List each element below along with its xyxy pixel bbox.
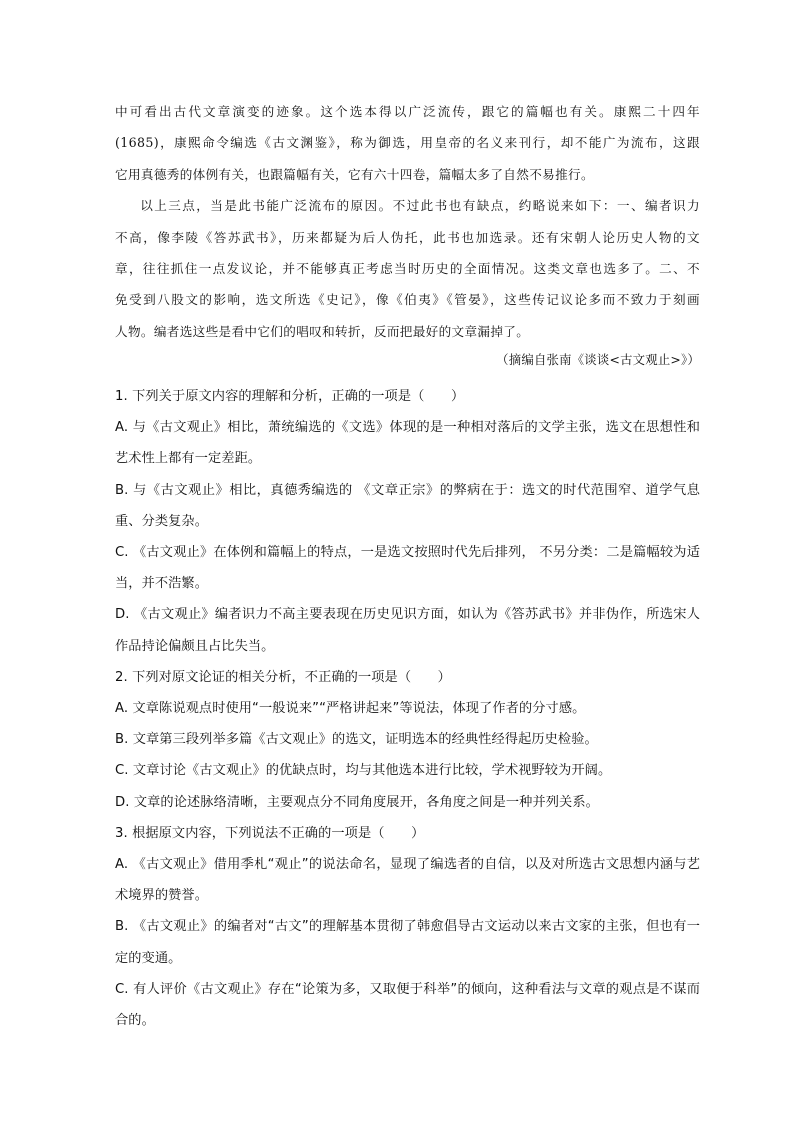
question-option: A. 文章陈说观点时使用“一般说来”“严格讲起来”等说法，体现了作者的分寸感。 bbox=[115, 701, 586, 717]
question-stem: 1. 下列关于原文内容的理解和分析，正确的一项是（ ） bbox=[115, 389, 465, 404]
passage-line: 免受到八股文的影响，选文所选《史记》，像《伯夷》《管晏》，这些传记议论多而不致力于刻画 bbox=[115, 292, 700, 308]
question-3 bbox=[115, 818, 700, 1036]
passage-line: 人物。编者选这些是看中它们的唱叹和转折，反而把最好的文章漏掉了。 bbox=[115, 323, 530, 339]
passage-line: 不高，像李陵《答苏武书》，历来都疑为后人伪托，此书也加选录。还有宋朝人论历史人物的文 bbox=[115, 229, 700, 245]
passage-source: （摘编自张南《谈谈<古文观止>》） bbox=[496, 352, 700, 367]
question-option: C. 有人评价《古文观止》存在“论策为多，又取便于科举”的倾向，这种看法与文章的观点是不谋而合的。 bbox=[115, 981, 700, 1029]
question-option: B. 《古文观止》的编者对“古文”的理解基本贯彻了韩愈倡导古文运动以来古文家的主张，但也有一定的变通。 bbox=[115, 919, 700, 966]
passage-line: 它用真德秀的体例有关，也跟篇幅有关，它有六十四卷，篇幅太多了自然不易推行。 bbox=[115, 166, 594, 182]
passage-line: 章，往往抓住一点发议论，并不能够真正考虑当时历史的全面情况。这类文章也选多了。二、不 bbox=[115, 261, 700, 277]
question-2 bbox=[115, 662, 700, 818]
question-list bbox=[115, 381, 700, 1036]
passage-line: 中可看出古代文章演变的迹象。这个选本得以广泛流传，跟它的篇幅也有关。康熙二十四年 bbox=[115, 104, 700, 119]
reading-passage bbox=[115, 96, 700, 347]
question-option: D. 《古文观止》编者识力不高主要表现在历史见识方面，如认为《答苏武书》并非伪作，所选宋人作品持论偏颇且占比失当。 bbox=[115, 607, 700, 654]
passage-line: 以上三点，当是此书能广泛流布的原因。不过此书也有缺点，约略说来如下：一、编者识力 bbox=[140, 198, 700, 214]
question-option: B. 与《古文观止》相比，真德秀编选的 《文章正宗》的弊病在于：选文的时代范围窄、道学气息重、分类复杂。 bbox=[115, 482, 700, 529]
question-1 bbox=[115, 381, 700, 662]
question-option: D. 文章的论述脉络清晰，主要观点分不同角度展开，各角度之间是一种并列关系。 bbox=[115, 794, 599, 810]
question-option: B. 文章第三段列举多篇《古文观止》的选文，证明选本的经典性经得起历史检验。 bbox=[115, 732, 598, 748]
question-stem: 2. 下列对原文论证的相关分析，不正确的一项是（ ） bbox=[115, 669, 451, 685]
question-option: A. 《古文观止》借用季札“观止”的说法命名，显现了编选者的自信，以及对所选古文思想内涵与艺术境界的赞誉。 bbox=[115, 857, 700, 904]
passage-line: (1685)，康熙命令编选《古文渊鉴》，称为御选，用皇帝的名义来刊行，却不能广为流布，这跟 bbox=[115, 135, 700, 151]
question-option: C. 《古文观止》在体例和篇幅上的特点，一是选文按照时代先后排列， 不另分类：二是篇幅较为适当，并不浩繁。 bbox=[115, 545, 700, 592]
question-option: C. 文章讨论《古文观止》的优缺点时，均与其他选本进行比较，学术视野较为开阔。 bbox=[115, 763, 612, 779]
question-stem: 3. 根据原文内容，下列说法不正确的一项是（ ） bbox=[115, 825, 425, 841]
question-option: A. 与《古文观止》相比，萧统编选的《文选》体现的是一种相对落后的文学主张，选文在思想性和艺术性上都有一定差距。 bbox=[115, 420, 700, 467]
